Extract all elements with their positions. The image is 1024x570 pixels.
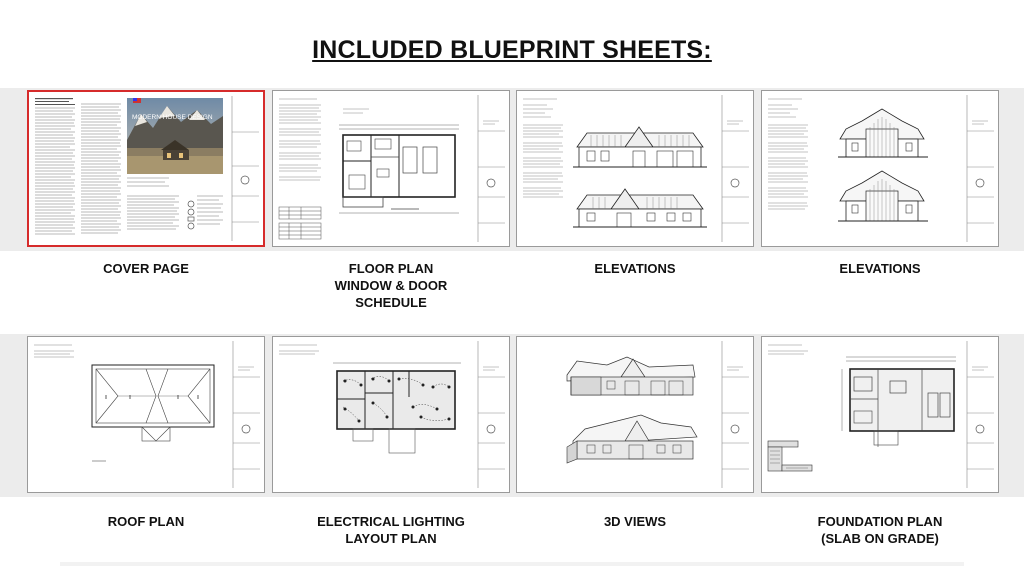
3d-views-drawing	[517, 337, 753, 492]
cover-page-drawing	[29, 92, 263, 245]
foundation-plan-drawing	[762, 337, 998, 492]
caption-elevations-2: ELEVATIONS	[839, 261, 921, 276]
caption-floor-plan: FLOOR PLAN WINDOW & DOOR SCHEDULE	[334, 261, 448, 310]
sheet-thumbnail-elevations-2[interactable]	[761, 90, 999, 247]
roof-plan-drawing	[28, 337, 264, 492]
sheet-thumbnail-electrical-layout[interactable]	[272, 336, 510, 493]
sheet-thumbnail-floor-plan[interactable]	[272, 90, 510, 247]
sheet-thumbnail-cover-page[interactable]	[27, 90, 265, 247]
cover-banner-text: MODERN HOUSE DESIGN	[132, 114, 213, 121]
caption-cover-page: COVER PAGE	[103, 261, 189, 276]
page-title: INCLUDED BLUEPRINT SHEETS:	[312, 36, 712, 64]
floor-plan-drawing	[273, 91, 509, 246]
sheet-thumbnail-3d-views[interactable]	[516, 336, 754, 493]
caption-3d-views: 3D VIEWS	[603, 514, 667, 529]
caption-electrical-layout: ELECTRICAL LIGHTING LAYOUT PLAN	[317, 514, 465, 546]
footer-divider	[60, 562, 964, 566]
caption-elevations-1: ELEVATIONS	[594, 261, 676, 276]
sheet-thumbnail-elevations-1[interactable]	[516, 90, 754, 247]
elevations-1-drawing	[517, 91, 753, 246]
electrical-layout-drawing	[273, 337, 509, 492]
sheet-thumbnail-roof-plan[interactable]	[27, 336, 265, 493]
caption-foundation-plan: FOUNDATION PLAN (SLAB ON GRADE)	[817, 514, 943, 546]
sheet-thumbnail-foundation-plan[interactable]	[761, 336, 999, 493]
caption-roof-plan: ROOF PLAN	[107, 514, 185, 529]
elevations-2-drawing	[762, 91, 998, 246]
